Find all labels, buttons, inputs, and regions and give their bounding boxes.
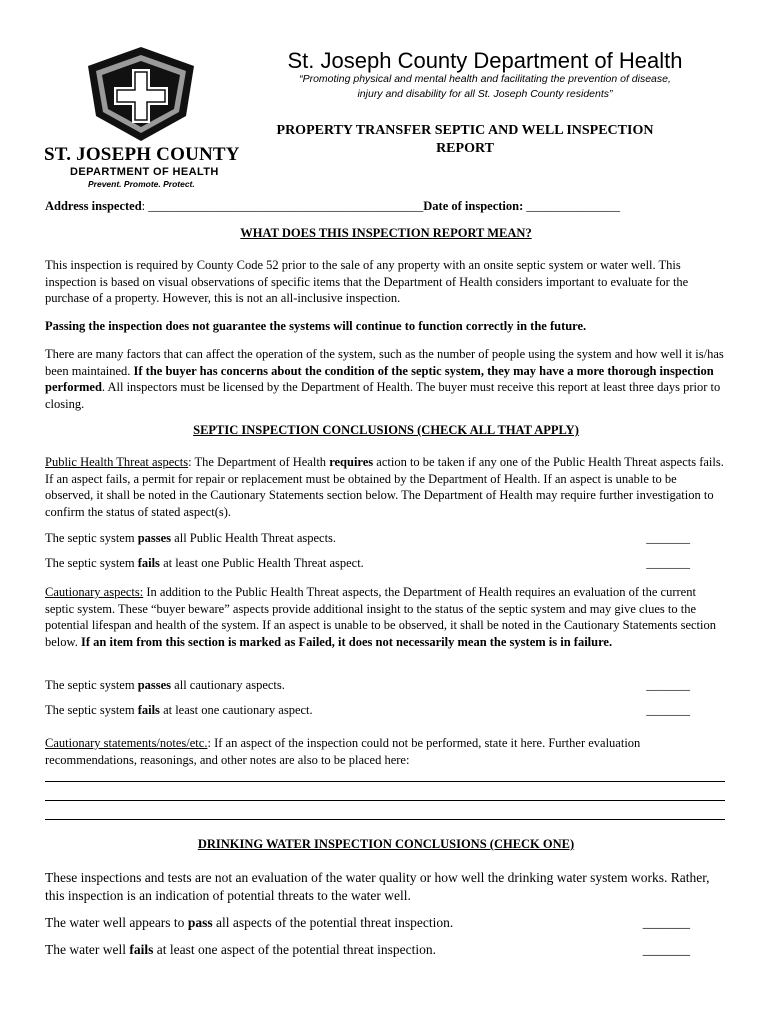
row-emphasis: pass [187,915,213,930]
septic-pass-pht-check[interactable]: _______ [646,531,690,545]
pht-text-a: : The Department of Health [188,455,330,469]
notes-paragraph [45,735,727,768]
cautionary-emphasis: If an item from this section is marked as Failed, it does not necessarily mean the system is in failure. [81,634,613,649]
pht-paragraph [45,454,727,520]
meaning-paragraph-1: This inspection is required by County Code 52 prior to the sale of any property with an onsite septic system or water well. This inspection is based on visual observations of specific items that the Department of Health considers important to evaluate for the purchase of a property. However, this is not an all-inclusive inspection. [45,258,689,305]
pht-label: Public Health Threat aspects [45,455,189,469]
water-paragraph: These inspections and tests are not an evaluation of the water quality or how well the drinking water system works. Rather, this inspection is an indication of potential threats to the water well. [45,870,710,903]
septic-pass-pht-row [45,531,690,546]
meaning-heading: WHAT DOES THIS INSPECTION REPORT MEAN? [240,226,532,240]
row-emphasis: fails [129,942,154,957]
notes-text: : If an aspect of the inspection could not be performed, state it here. Further evaluation recommendations, reasonings, and other notes are also to be placed here: [45,736,641,767]
water-fail-row [45,942,690,958]
notes-line-2[interactable] [45,800,725,801]
row-text-tail: all cautionary aspects. [171,678,285,692]
row-text: The water well [45,942,130,957]
notes-line-3[interactable] [45,819,725,820]
septic-pass-caut-row [45,678,690,693]
row-text-tail: at least one Public Health Threat aspect. [159,556,364,570]
water-fail-check[interactable]: _______ [642,942,690,957]
row-emphasis: fails [137,556,160,570]
septic-heading: SEPTIC INSPECTION CONCLUSIONS (CHECK ALL THAT APPLY) [193,423,579,437]
row-text-tail: all aspects of the potential threat inspection. [212,915,454,930]
row-text: The water well appears to [45,915,188,930]
pht-text-c: action to be taken if any one of the Public Health Threat aspects fails. If an aspect fails, a permit for repair or replacement must be obtained by the Department of Health. If an aspect is unable to be observed, it shall be noted in the Cautionary Statements section below. The Department of Health may require further investigation to confirm the status of stated aspect(s). [45,455,724,519]
septic-fail-caut-check[interactable]: _______ [646,703,690,717]
row-text: The septic system [45,531,138,545]
row-emphasis: passes [137,531,172,545]
address-field[interactable]: : ____________________________________________ [141,199,424,213]
cautionary-text: In addition to the Public Health Threat aspects, the Department of Health requires an evaluation of the current septic system. These “buyer beware” aspects provide additional insight to the status of the septic system and may give clues to the potential lifespan and health of the system. If an aspect is unable to be observed, it shall be noted in the Cautionary Statements section below. [45,585,717,649]
row-emphasis: fails [137,703,160,717]
row-text-tail: at least one cautionary aspect. [159,703,313,717]
organization-title: St. Joseph County Department of Health [287,48,683,73]
row-text-tail: all Public Health Threat aspects. [171,531,337,545]
address-label: Address inspected [45,199,142,213]
meaning-paragraph-3 [45,346,727,412]
pht-requires: requires [329,455,374,469]
meaning-p3-emphasis: If the buyer has concerns about the condition of the septic system, they may have a more thorough inspection performed [45,363,714,394]
water-pass-row [45,915,690,931]
county-logo [44,44,244,189]
meaning-paragraph-2: Passing the inspection does not guarantee the systems will continue to function correctly in the future. [45,319,587,333]
logo-tagline: Prevent. Promote. Protect. [88,179,195,189]
date-label: Date of inspection: [423,199,524,213]
water-heading: DRINKING WATER INSPECTION CONCLUSIONS (CHECK ONE) [197,837,575,851]
septic-fail-caut-row [45,703,690,718]
logo-county-name: ST. JOSEPH COUNTY [44,144,240,165]
report-title: PROPERTY TRANSFER SEPTIC AND WELL INSPECTION REPORT [276,123,654,156]
notes-label: Cautionary statements/notes/etc. [45,736,208,750]
address-date-line [45,198,727,215]
septic-pass-caut-check[interactable]: _______ [646,678,690,692]
meaning-p3-text: There are many factors that can affect the operation of the system, such as the number of people using the system and how well it is/has been maintained. [45,347,724,378]
logo-department: DEPARTMENT OF HEALTH [70,166,219,178]
row-text: The septic system [45,703,138,717]
septic-fail-pht-check[interactable]: _______ [646,556,690,570]
date-field[interactable]: _______________ [523,199,621,213]
row-emphasis: passes [137,678,172,692]
mission-statement: “Promoting physical and mental health and facilitating the prevention of disease, injury and disability for all St. Joseph County residents” [299,73,671,100]
septic-fail-pht-row [45,556,690,571]
meaning-p3-tail: . All inspectors must be licensed by the Department of Health. The buyer must receive this report at least three days prior to closing. [45,380,721,411]
row-text: The septic system [45,556,138,570]
cautionary-paragraph [45,584,727,650]
health-cross-icon [82,44,200,144]
row-text-tail: at least one aspect of the potential threat inspection. [153,942,437,957]
cautionary-label: Cautionary aspects: [45,585,144,599]
notes-line-1[interactable] [45,781,725,782]
water-pass-check[interactable]: _______ [642,915,690,930]
row-text: The septic system [45,678,138,692]
